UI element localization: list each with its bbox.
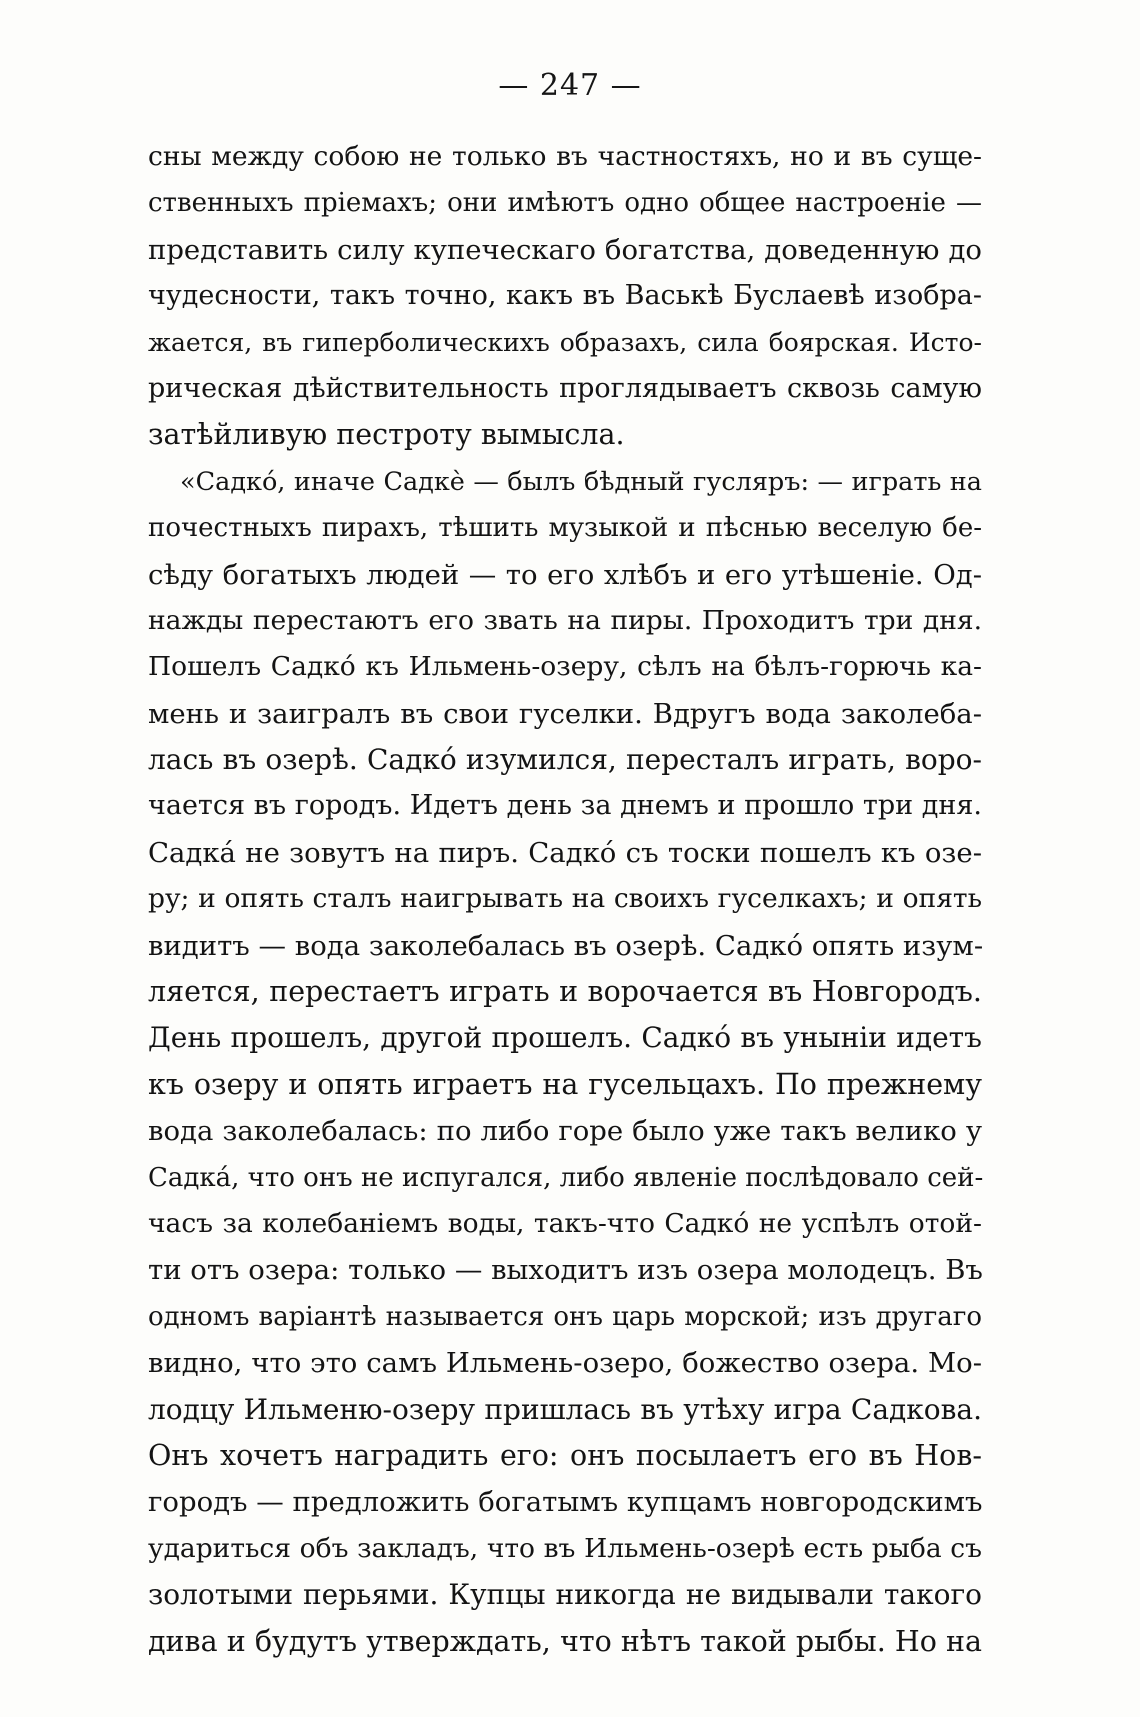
text-line: удариться объ закладъ, что въ Ильмень-озерѣ есть рыба съ bbox=[148, 1532, 982, 1564]
text-line: одномъ варіантѣ называется онъ царь морской; изъ другаго bbox=[148, 1301, 982, 1332]
text-line: городъ — предложить богатымъ купцамъ новгородскимъ bbox=[148, 1486, 983, 1519]
text-line: Садка́, что онъ не испугался, либо явленіе послѣдовало сей- bbox=[148, 1162, 984, 1193]
text-line: чудесности, такъ точно, какъ въ Васькѣ Буслаевѣ изобра- bbox=[148, 280, 982, 312]
text-line: часъ за колебаніемъ воды, такъ-что Садко́ не успѣлъ отой- bbox=[148, 1207, 982, 1239]
text-line: чается въ городъ. Идетъ день за днемъ и прошло три дня. bbox=[148, 790, 982, 822]
text-line: сѣду богатыхъ людей — то его хлѣбъ и его утѣшеніе. Од- bbox=[148, 558, 982, 591]
text-line: ляется, перестаетъ играть и ворочается въ Новгородъ. bbox=[148, 975, 982, 1009]
text-line: нажды перестаютъ его звать на пиры. Проходитъ три дня. bbox=[148, 604, 982, 636]
text-line: ственныхъ пріемахъ; они имѣютъ одно общее настроеніе — bbox=[148, 188, 982, 219]
text-line: лодцу Ильменю-озеру пришлась въ утѣху игра Садкова. bbox=[148, 1392, 982, 1426]
text-line: День прошелъ, другой прошелъ. Садко́ въ уныніи идетъ bbox=[148, 1021, 982, 1055]
text-line: золотыми перьями. Купцы никогда не видывали такого bbox=[148, 1578, 982, 1612]
text-line: Онъ хочетъ наградить его: онъ посылаетъ его въ Нов- bbox=[148, 1438, 982, 1472]
text-line: рическая дѣйствительность проглядываетъ сквозь самую bbox=[148, 372, 982, 404]
text-line: почестныхъ пирахъ, тѣшить музыкой и пѣснью веселую бе- bbox=[148, 513, 982, 544]
text-line: затѣйливую пестроту вымысла. bbox=[148, 418, 625, 452]
text-line: Садка́ не зовутъ на пиръ. Садко́ съ тоски пошелъ къ озе- bbox=[148, 836, 982, 869]
text-line: лась въ озерѣ. Садко́ изумился, пересталъ играть, воро- bbox=[148, 743, 982, 777]
text-line: ру; и опять сталъ наигрывать на своихъ гуселкахъ; и опять bbox=[148, 883, 982, 915]
text-line: дива и будутъ утверждать, что нѣтъ такой рыбы. Но на bbox=[148, 1624, 982, 1658]
page-number: — 247 — bbox=[498, 68, 642, 103]
text-line: Пошелъ Садко́ къ Ильмень-озеру, сѣлъ на бѣлъ-горючь ка- bbox=[148, 651, 982, 683]
text-line: видно, что это самъ Ильмень-озеро, божество озера. Мо- bbox=[148, 1347, 982, 1380]
text-line: «Садко́, иначе Садкѐ — былъ бѣдный гусляръ: — играть на bbox=[180, 466, 982, 497]
body-text bbox=[148, 134, 982, 1665]
text-line: представить силу купеческаго богатства, доведенную до bbox=[148, 233, 982, 266]
text-line: сны между собою не только въ частностяхъ, но и въ суще- bbox=[148, 141, 982, 172]
text-line: къ озеру и опять играетъ на гусельцахъ. По прежнему bbox=[148, 1067, 982, 1101]
text-line: жается, въ гиперболическихъ образахъ, сила боярская. Исто- bbox=[148, 327, 982, 357]
text-line: ти отъ озера: только — выходитъ изъ озера молодецъ. Въ bbox=[148, 1254, 983, 1287]
text-line: вода заколебалась: по либо горе было уже такъ велико у bbox=[148, 1115, 982, 1148]
text-line: мень и заигралъ въ свои гуселки. Вдругъ вода заколеба- bbox=[148, 697, 982, 730]
text-line: видитъ — вода заколебалась въ озерѣ. Садко́ опять изум- bbox=[148, 929, 984, 962]
